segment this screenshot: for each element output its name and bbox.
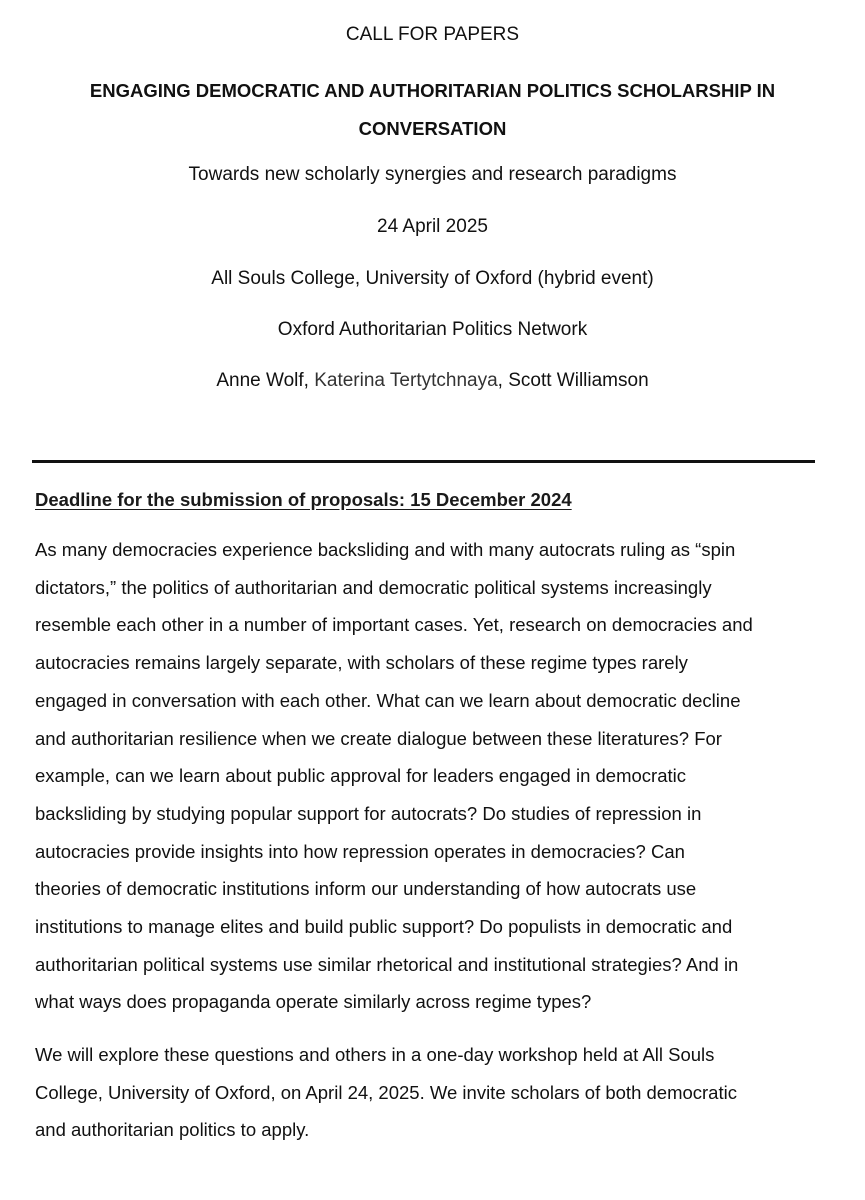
event-venue: All Souls College, University of Oxford (hybrid event)	[211, 268, 654, 289]
organizer-name: Scott Williamson	[508, 370, 649, 391]
organizing-network: Oxford Authoritarian Politics Network	[277, 319, 588, 340]
organizer-name: Katerina Tertytchnaya	[314, 370, 498, 391]
paragraph-line: engaged in conversation with each other. What can we learn about democratic decline	[35, 689, 741, 711]
paragraph-line: autocracies remains largely separate, with scholars of these regime types rarely	[35, 652, 688, 674]
paragraph-line: what ways does propaganda operate similarly across regime types?	[35, 991, 592, 1013]
submission-deadline: Deadline for the submission of proposals: 15 December 2024	[35, 489, 572, 510]
organizer-name: Anne Wolf	[216, 370, 304, 391]
paragraph-line: backsliding by studying popular support for autocrats? Do studies of repression in	[35, 802, 702, 824]
call-for-papers-label: CALL FOR PAPERS	[345, 24, 520, 45]
paragraph-line: institutions to manage elites and build public support? Do populists in democratic and	[35, 916, 733, 938]
horizontal-divider	[32, 460, 815, 463]
paragraph-line: example, can we learn about public approval for leaders engaged in democratic	[35, 765, 686, 787]
event-date: 24 April 2025	[377, 216, 488, 237]
paragraph-line: authoritarian political systems use similar rhetorical and institutional strategies? And in	[35, 953, 739, 975]
paragraph-line: We will explore these questions and others in a one-day workshop held at All Souls	[35, 1044, 715, 1065]
body-paragraph-workshop	[35, 1036, 820, 1149]
paragraph-line: autocracies provide insights into how repression operates in democracies? Can	[35, 840, 685, 862]
paragraph-line: theories of democratic institutions inform our understanding of how autocrats use	[35, 878, 697, 900]
paragraph-line: As many democracies experience backsliding and with many autocrats ruling as “spin	[35, 539, 736, 560]
paragraph-line: dictators,” the politics of authoritarian and democratic political systems increasingly	[35, 576, 712, 598]
paragraph-line: resemble each other in a number of important cases. Yet, research on democracies and	[35, 614, 753, 636]
paragraph-line: and authoritarian politics to apply.	[35, 1119, 310, 1141]
organizer-separator: ,	[497, 370, 509, 391]
document-title: ENGAGING DEMOCRATIC AND AUTHORITARIAN POLITICS SCHOLARSHIP IN CONVERSATION	[89, 80, 776, 139]
paragraph-line: and authoritarian resilience when we create dialogue between these literatures? For	[35, 727, 722, 749]
organizer-separator: ,	[303, 370, 315, 391]
organizers-list	[0, 369, 865, 393]
document-subtitle: Towards new scholarly synergies and research paradigms	[188, 164, 677, 185]
paragraph-line: College, University of Oxford, on April 24, 2025. We invite scholars of both democratic	[35, 1081, 737, 1103]
body-paragraph-intro	[35, 531, 820, 1021]
